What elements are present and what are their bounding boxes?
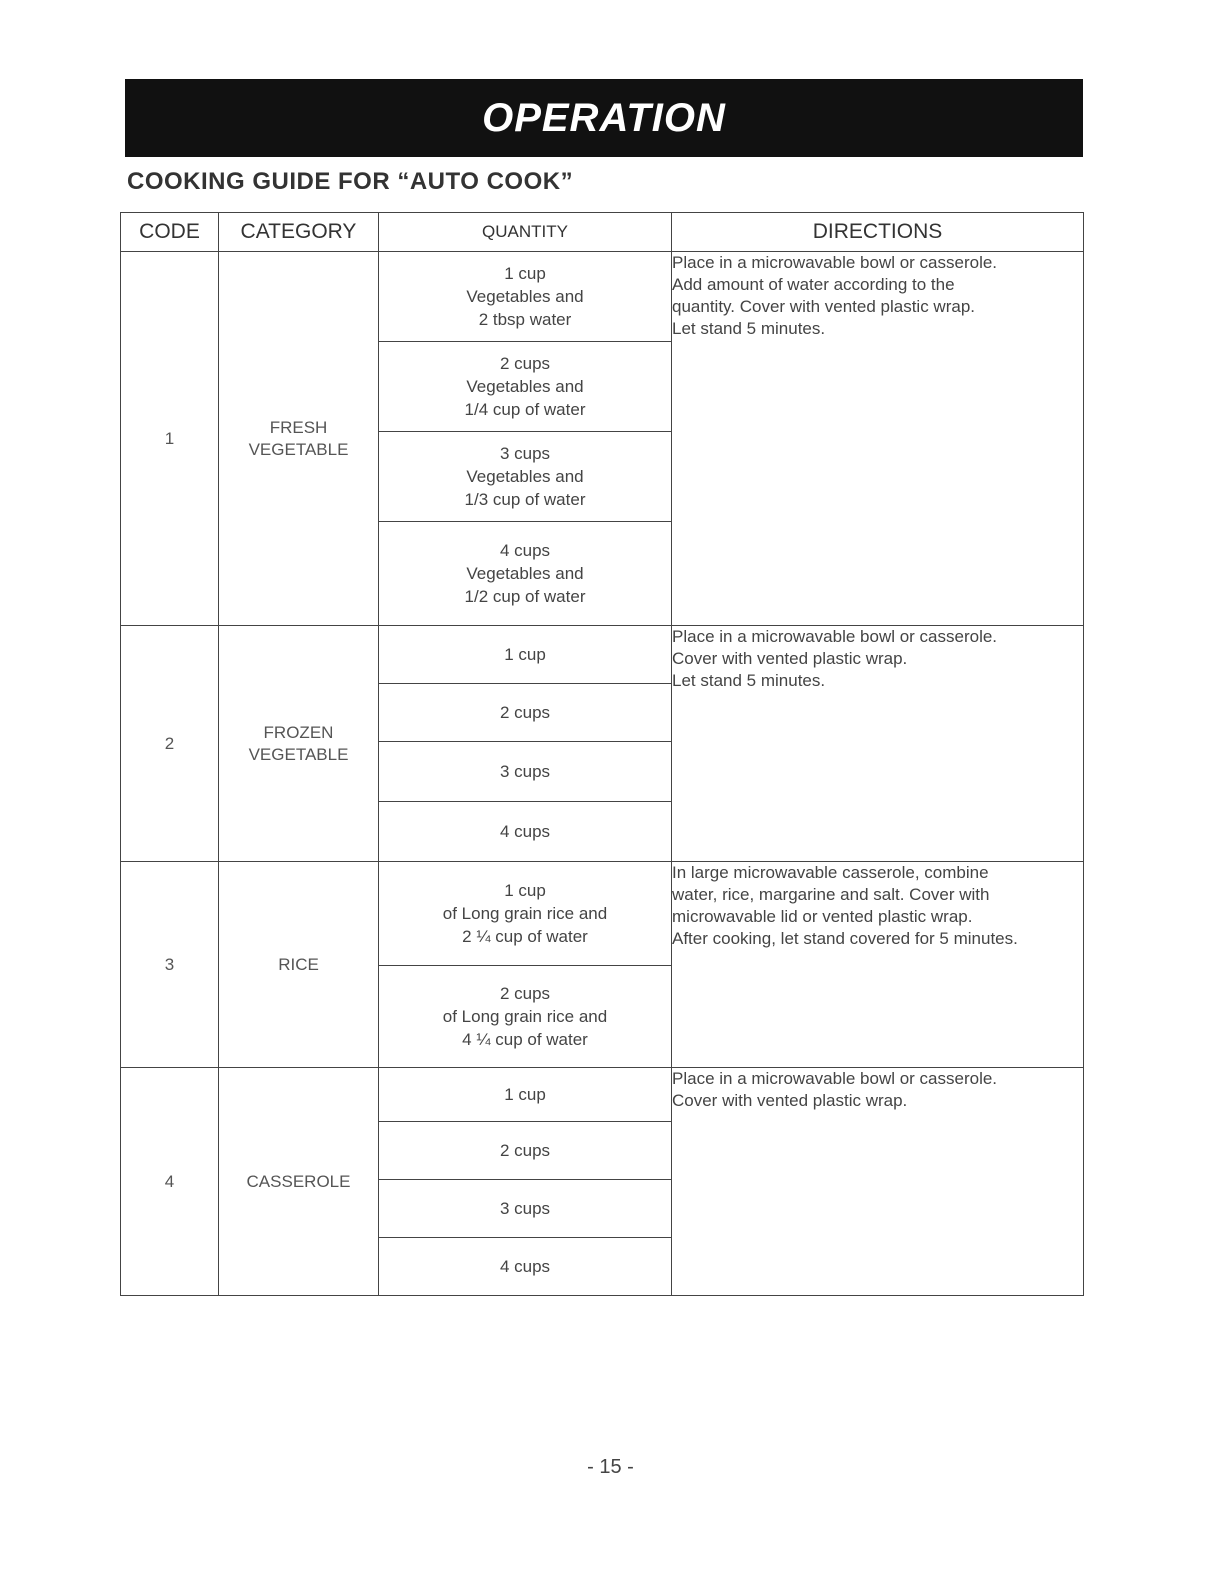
directions-line: water, rice, margarine and salt. Cover with bbox=[672, 885, 990, 904]
directions-line: Let stand 5 minutes. bbox=[672, 319, 826, 338]
quantity-line: 1/4 cup of water bbox=[464, 400, 586, 419]
header-quantity: QUANTITY bbox=[379, 213, 672, 252]
quantity-line: Vegetables and bbox=[466, 377, 584, 396]
quantity-line: 2 cups bbox=[499, 1141, 551, 1160]
table-row bbox=[121, 1068, 1084, 1122]
quantity-cell bbox=[379, 742, 672, 802]
quantity-line: 3 cups bbox=[499, 762, 551, 781]
directions-line: Place in a microwavable bowl or casserole. bbox=[672, 1069, 998, 1088]
header-directions: DIRECTIONS bbox=[672, 213, 1084, 252]
quantity-line: 3 cups bbox=[499, 1199, 551, 1218]
quantity-line: Vegetables and bbox=[466, 287, 584, 306]
quantity-cell bbox=[379, 252, 672, 342]
quantity-line: 1 cup bbox=[504, 881, 546, 900]
quantity-line: 2 cups bbox=[499, 354, 551, 373]
quantity-line: 2 cups bbox=[499, 984, 551, 1003]
table-row bbox=[121, 626, 1084, 684]
quantity-cell bbox=[379, 1180, 672, 1238]
directions-line: Cover with vented plastic wrap. bbox=[672, 649, 908, 668]
code-value: 1 bbox=[164, 428, 175, 448]
quantity-cell bbox=[379, 522, 672, 626]
category-value: FRESH VEGETABLE bbox=[248, 417, 349, 459]
quantity-line: of Long grain rice and bbox=[442, 1007, 608, 1026]
quantity-line: 3 cups bbox=[499, 444, 551, 463]
table-body bbox=[121, 252, 1084, 1296]
quantity-line: 4 ¼ cup of water bbox=[462, 1030, 588, 1049]
category-cell bbox=[219, 862, 379, 1068]
directions-line: Place in a microwavable bowl or casserole. bbox=[672, 253, 998, 272]
code-value: 2 bbox=[164, 733, 175, 753]
category-value: RICE bbox=[278, 954, 319, 974]
table-header-row bbox=[121, 213, 1084, 252]
quantity-cell bbox=[379, 432, 672, 522]
quantity-line: Vegetables and bbox=[466, 564, 584, 583]
header-code: CODE bbox=[121, 213, 219, 252]
quantity-cell bbox=[379, 684, 672, 742]
quantity-line: 4 cups bbox=[499, 1257, 551, 1276]
quantity-cell bbox=[379, 802, 672, 862]
quantity-cell bbox=[379, 626, 672, 684]
quantity-line: 2 tbsp water bbox=[478, 310, 572, 329]
directions-line: Place in a microwavable bowl or casserole. bbox=[672, 627, 998, 646]
directions-line: Cover with vented plastic wrap. bbox=[672, 1091, 908, 1110]
quantity-cell bbox=[379, 1122, 672, 1180]
directions-line: In large microwavable casserole, combine bbox=[672, 863, 989, 882]
code-cell bbox=[121, 1068, 219, 1296]
directions-cell bbox=[672, 862, 1084, 1068]
directions-cell bbox=[672, 252, 1084, 626]
quantity-line: 1 cup bbox=[504, 645, 546, 664]
quantity-line: 1/2 cup of water bbox=[464, 587, 586, 606]
quantity-line: 1 cup bbox=[504, 1085, 546, 1104]
section-subtitle: COOKING GUIDE FOR “AUTO COOK” bbox=[127, 168, 574, 195]
code-value: 4 bbox=[164, 1171, 175, 1191]
quantity-line: of Long grain rice and bbox=[442, 904, 608, 923]
category-cell bbox=[219, 252, 379, 626]
quantity-line: 4 cups bbox=[499, 541, 551, 560]
quantity-line: 2 ¼ cup of water bbox=[462, 927, 588, 946]
code-cell bbox=[121, 862, 219, 1068]
category-value: FROZEN VEGETABLE bbox=[248, 722, 349, 764]
category-cell bbox=[219, 626, 379, 862]
quantity-line: 1/3 cup of water bbox=[464, 490, 586, 509]
header-category: CATEGORY bbox=[219, 213, 379, 252]
directions-cell bbox=[672, 626, 1084, 862]
code-cell bbox=[121, 252, 219, 626]
page-number: - 15 - bbox=[587, 1456, 634, 1478]
directions-line: Add amount of water according to the bbox=[672, 275, 955, 294]
quantity-line: 1 cup bbox=[504, 264, 546, 283]
code-cell bbox=[121, 626, 219, 862]
category-cell bbox=[219, 1068, 379, 1296]
directions-line: microwavable lid or vented plastic wrap. bbox=[672, 907, 973, 926]
quantity-cell bbox=[379, 1238, 672, 1296]
operation-banner bbox=[125, 79, 1083, 157]
quantity-cell bbox=[379, 862, 672, 966]
quantity-line: Vegetables and bbox=[466, 467, 584, 486]
banner-title: OPERATION bbox=[482, 95, 726, 140]
quantity-cell bbox=[379, 342, 672, 432]
code-value: 3 bbox=[164, 954, 175, 974]
directions-line: After cooking, let stand covered for 5 minutes. bbox=[672, 929, 1018, 948]
cooking-guide-table bbox=[120, 212, 1084, 1296]
quantity-line: 2 cups bbox=[499, 703, 551, 722]
quantity-cell bbox=[379, 1068, 672, 1122]
table-row bbox=[121, 252, 1084, 342]
quantity-cell bbox=[379, 966, 672, 1068]
table-row bbox=[121, 862, 1084, 966]
quantity-line: 4 cups bbox=[499, 822, 551, 841]
directions-cell bbox=[672, 1068, 1084, 1296]
directions-line: quantity. Cover with vented plastic wrap. bbox=[672, 297, 975, 316]
category-value: CASSEROLE bbox=[246, 1171, 351, 1191]
directions-line: Let stand 5 minutes. bbox=[672, 671, 826, 690]
